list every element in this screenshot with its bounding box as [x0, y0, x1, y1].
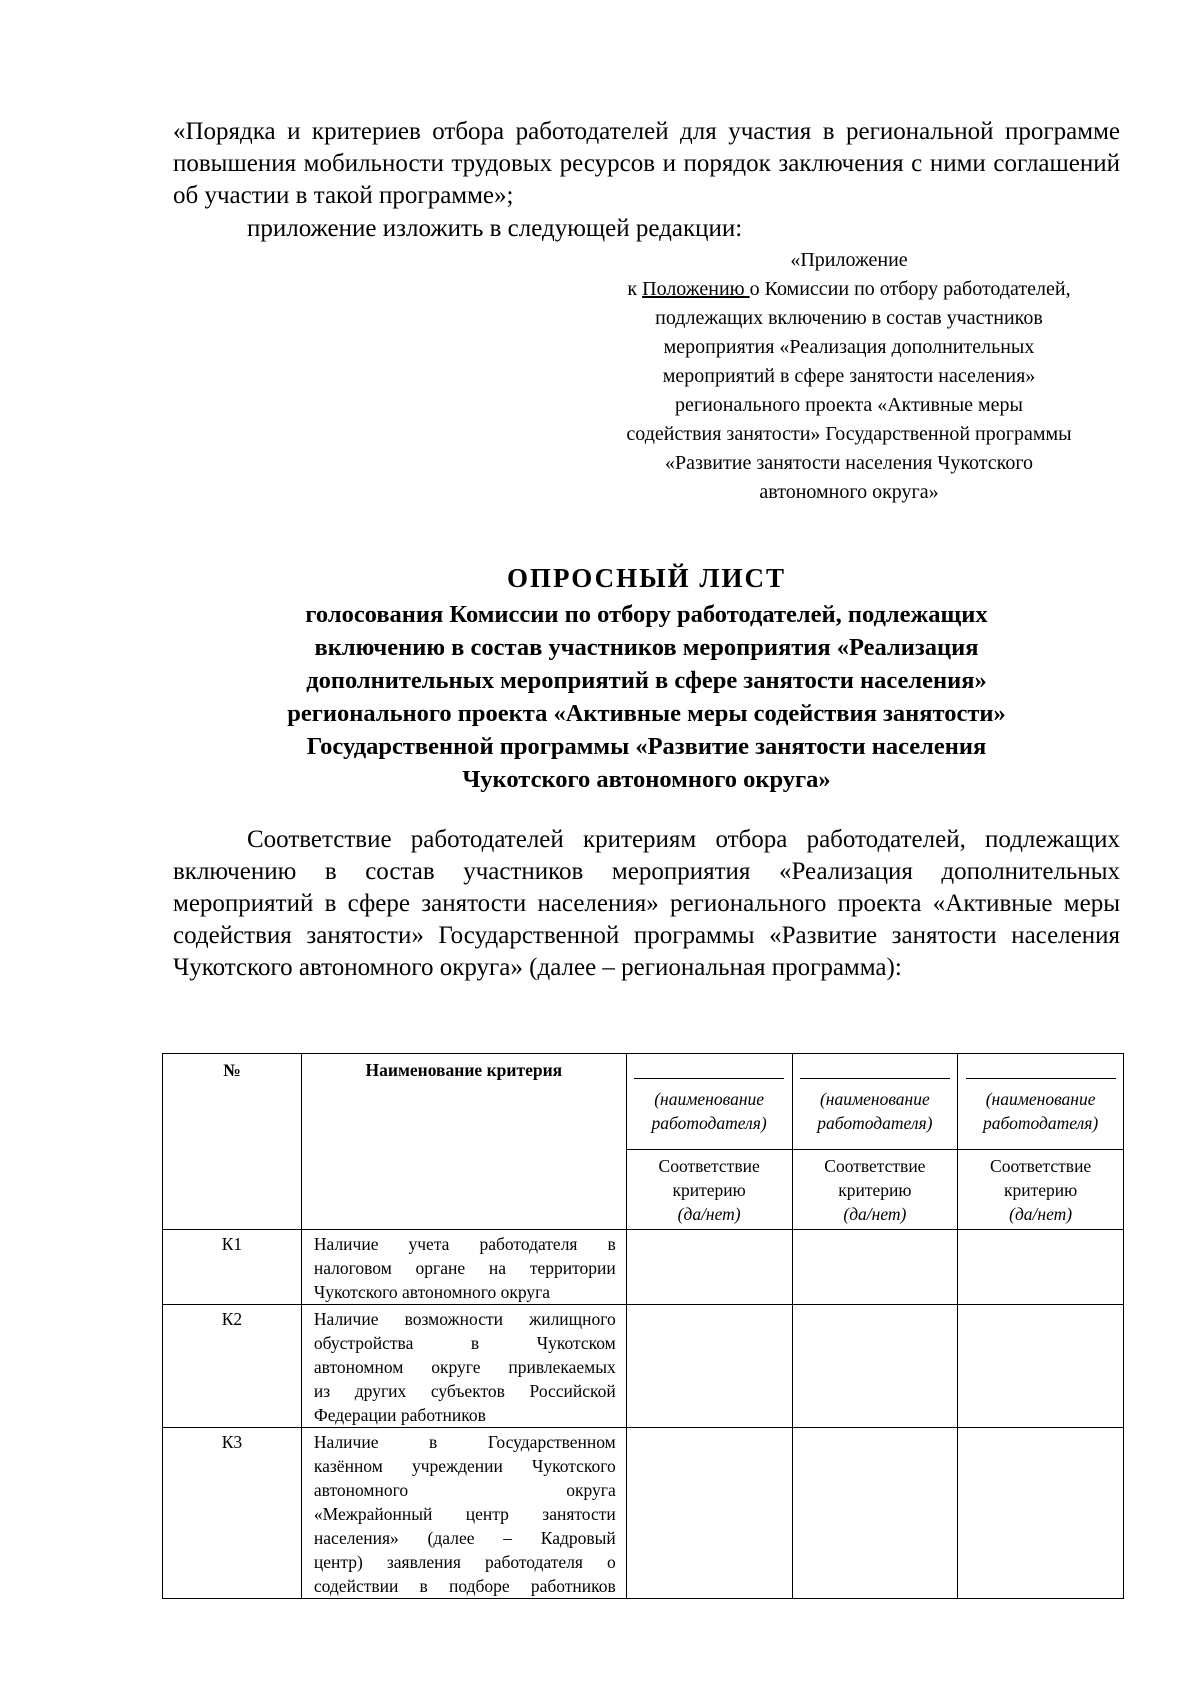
answer-cell[interactable] — [626, 1230, 792, 1305]
employer-hint: работодателя) — [651, 1113, 767, 1133]
appendix-prefix: к — [627, 278, 643, 300]
employer-hint: (наименование — [985, 1089, 1096, 1109]
employer-name-blank — [634, 1078, 784, 1079]
employer-hint: работодателя) — [983, 1113, 1099, 1133]
criterion-name — [301, 1305, 626, 1428]
criteria-table — [162, 1053, 1124, 1599]
appendix-line: подлежащих включению в состав участников — [655, 307, 1043, 329]
document-title: ОПРОСНЫЙ ЛИСТ — [506, 563, 787, 593]
appendix-line: мероприятий в сфере занятости населения» — [662, 365, 1036, 387]
answer-cell[interactable] — [958, 1428, 1124, 1599]
criterion-number: К2 — [163, 1305, 302, 1428]
criterion-line: Наличие в Государственном — [313, 1432, 616, 1452]
corr-hint: (да/нет) — [843, 1204, 907, 1224]
employer-hint: работодателя) — [817, 1113, 933, 1133]
criterion-line: автономного округа — [313, 1480, 616, 1500]
corr-label: Соответствие — [658, 1156, 760, 1176]
corr-hint: (да/нет) — [1009, 1204, 1073, 1224]
appendix-header — [560, 246, 1138, 507]
answer-cell[interactable] — [792, 1428, 958, 1599]
subtitle-line: голосования Комиссии по отбору работодателей, подлежащих — [305, 601, 988, 628]
correspondence-header — [958, 1150, 1124, 1230]
employer-name-blank — [800, 1078, 950, 1079]
corr-label: Соответствие — [990, 1156, 1092, 1176]
table-row — [163, 1428, 1124, 1599]
answer-cell[interactable] — [626, 1305, 792, 1428]
answer-cell[interactable] — [626, 1428, 792, 1599]
subtitle-line: Государственной программы «Развитие занятости населения — [306, 733, 987, 760]
answer-cell[interactable] — [792, 1305, 958, 1428]
table-row — [163, 1230, 1124, 1305]
corr-label: Соответствие — [824, 1156, 926, 1176]
subtitle-line: включению в состав участников мероприятия «Реализация — [314, 634, 979, 661]
corr-hint: (да/нет) — [677, 1204, 741, 1224]
appendix-line: регионального проекта «Активные меры — [675, 394, 1023, 416]
appendix-line — [560, 275, 1138, 304]
criterion-line: Чукотского автономного округа — [313, 1282, 551, 1302]
appendix-line: мероприятия «Реализация дополнительных — [663, 336, 1035, 358]
correspondence-header — [626, 1150, 792, 1230]
main-paragraph: Соответствие работодателей критериям отбора работодателей, подлежащих включению в состав участников мероприятия «Реализация дополнительных мероприятий в сфере занятости населения» регионального проекта «Активные меры содействия занятости» Государственной программы «Развитие занятости населения Чукотского автономного округа» (далее – региональная программа): — [173, 826, 1120, 981]
intro-paragraph: «Порядка и критериев отбора работодателей для участия в региональной программе повышения мобильности трудовых ресурсов и порядок заключения с ними соглашений об участии в такой программе»; — [173, 118, 1120, 209]
correspondence-header — [792, 1150, 958, 1230]
criterion-line: «Межрайонный центр занятости — [313, 1504, 616, 1524]
document-subtitle — [173, 598, 1120, 796]
corr-label: критерию — [1004, 1180, 1078, 1200]
employer-hint: (наименование — [819, 1089, 930, 1109]
criterion-line: Наличие возможности жилищного — [313, 1309, 616, 1329]
corr-label: критерию — [838, 1180, 912, 1200]
employer-hint: (наименование — [654, 1089, 765, 1109]
corr-label: критерию — [672, 1180, 746, 1200]
criterion-line: налоговом органе на территории — [313, 1258, 616, 1278]
criterion-line: населения» (далее – Кадровый — [313, 1528, 616, 1548]
appendix-line: содействия занятости» Государственной программы — [626, 423, 1072, 445]
criterion-line: центр) заявления работодателя о — [313, 1552, 616, 1572]
subtitle-line: дополнительных мероприятий в сфере занятости населения» — [306, 667, 987, 694]
criterion-line: обустройства в Чукотском — [313, 1333, 616, 1353]
criterion-line: Наличие учета работодателя в — [313, 1234, 616, 1254]
instruction-text: приложение изложить в следующей редакции: — [247, 215, 743, 242]
appendix-line-rest: о Комиссии по отбору работодателей, — [749, 278, 1071, 300]
employer-name-cell-2[interactable] — [792, 1054, 958, 1150]
criterion-name — [301, 1230, 626, 1305]
table-header-row — [163, 1054, 1124, 1150]
employer-name-cell-3[interactable] — [958, 1054, 1124, 1150]
header-number: № — [163, 1054, 302, 1230]
subtitle-line: регионального проекта «Активные меры содействия занятости» — [287, 700, 1006, 727]
answer-cell[interactable] — [792, 1230, 958, 1305]
criterion-line: казённом учреждении Чукотского — [313, 1456, 616, 1476]
appendix-line: автономного округа» — [759, 481, 939, 503]
employer-name-cell-1[interactable] — [626, 1054, 792, 1150]
criterion-line: Федерации работников — [313, 1405, 486, 1425]
answer-cell[interactable] — [958, 1230, 1124, 1305]
regulation-link[interactable]: Положению — [642, 278, 750, 300]
appendix-line: «Развитие занятости населения Чукотского — [664, 452, 1034, 474]
criterion-name — [301, 1428, 626, 1599]
header-criterion-name: Наименование критерия — [301, 1054, 626, 1230]
answer-cell[interactable] — [958, 1305, 1124, 1428]
criterion-number: К1 — [163, 1230, 302, 1305]
table-row — [163, 1305, 1124, 1428]
employer-name-blank — [966, 1078, 1116, 1079]
criterion-line: автономном округе привлекаемых — [313, 1357, 616, 1377]
criterion-line: из других субъектов Российской — [313, 1381, 616, 1401]
criterion-number: К3 — [163, 1428, 302, 1599]
subtitle-line: Чукотского автономного округа» — [462, 766, 831, 793]
criterion-line: содействии в подборе работников — [313, 1576, 616, 1596]
appendix-line: «Приложение — [790, 249, 908, 271]
